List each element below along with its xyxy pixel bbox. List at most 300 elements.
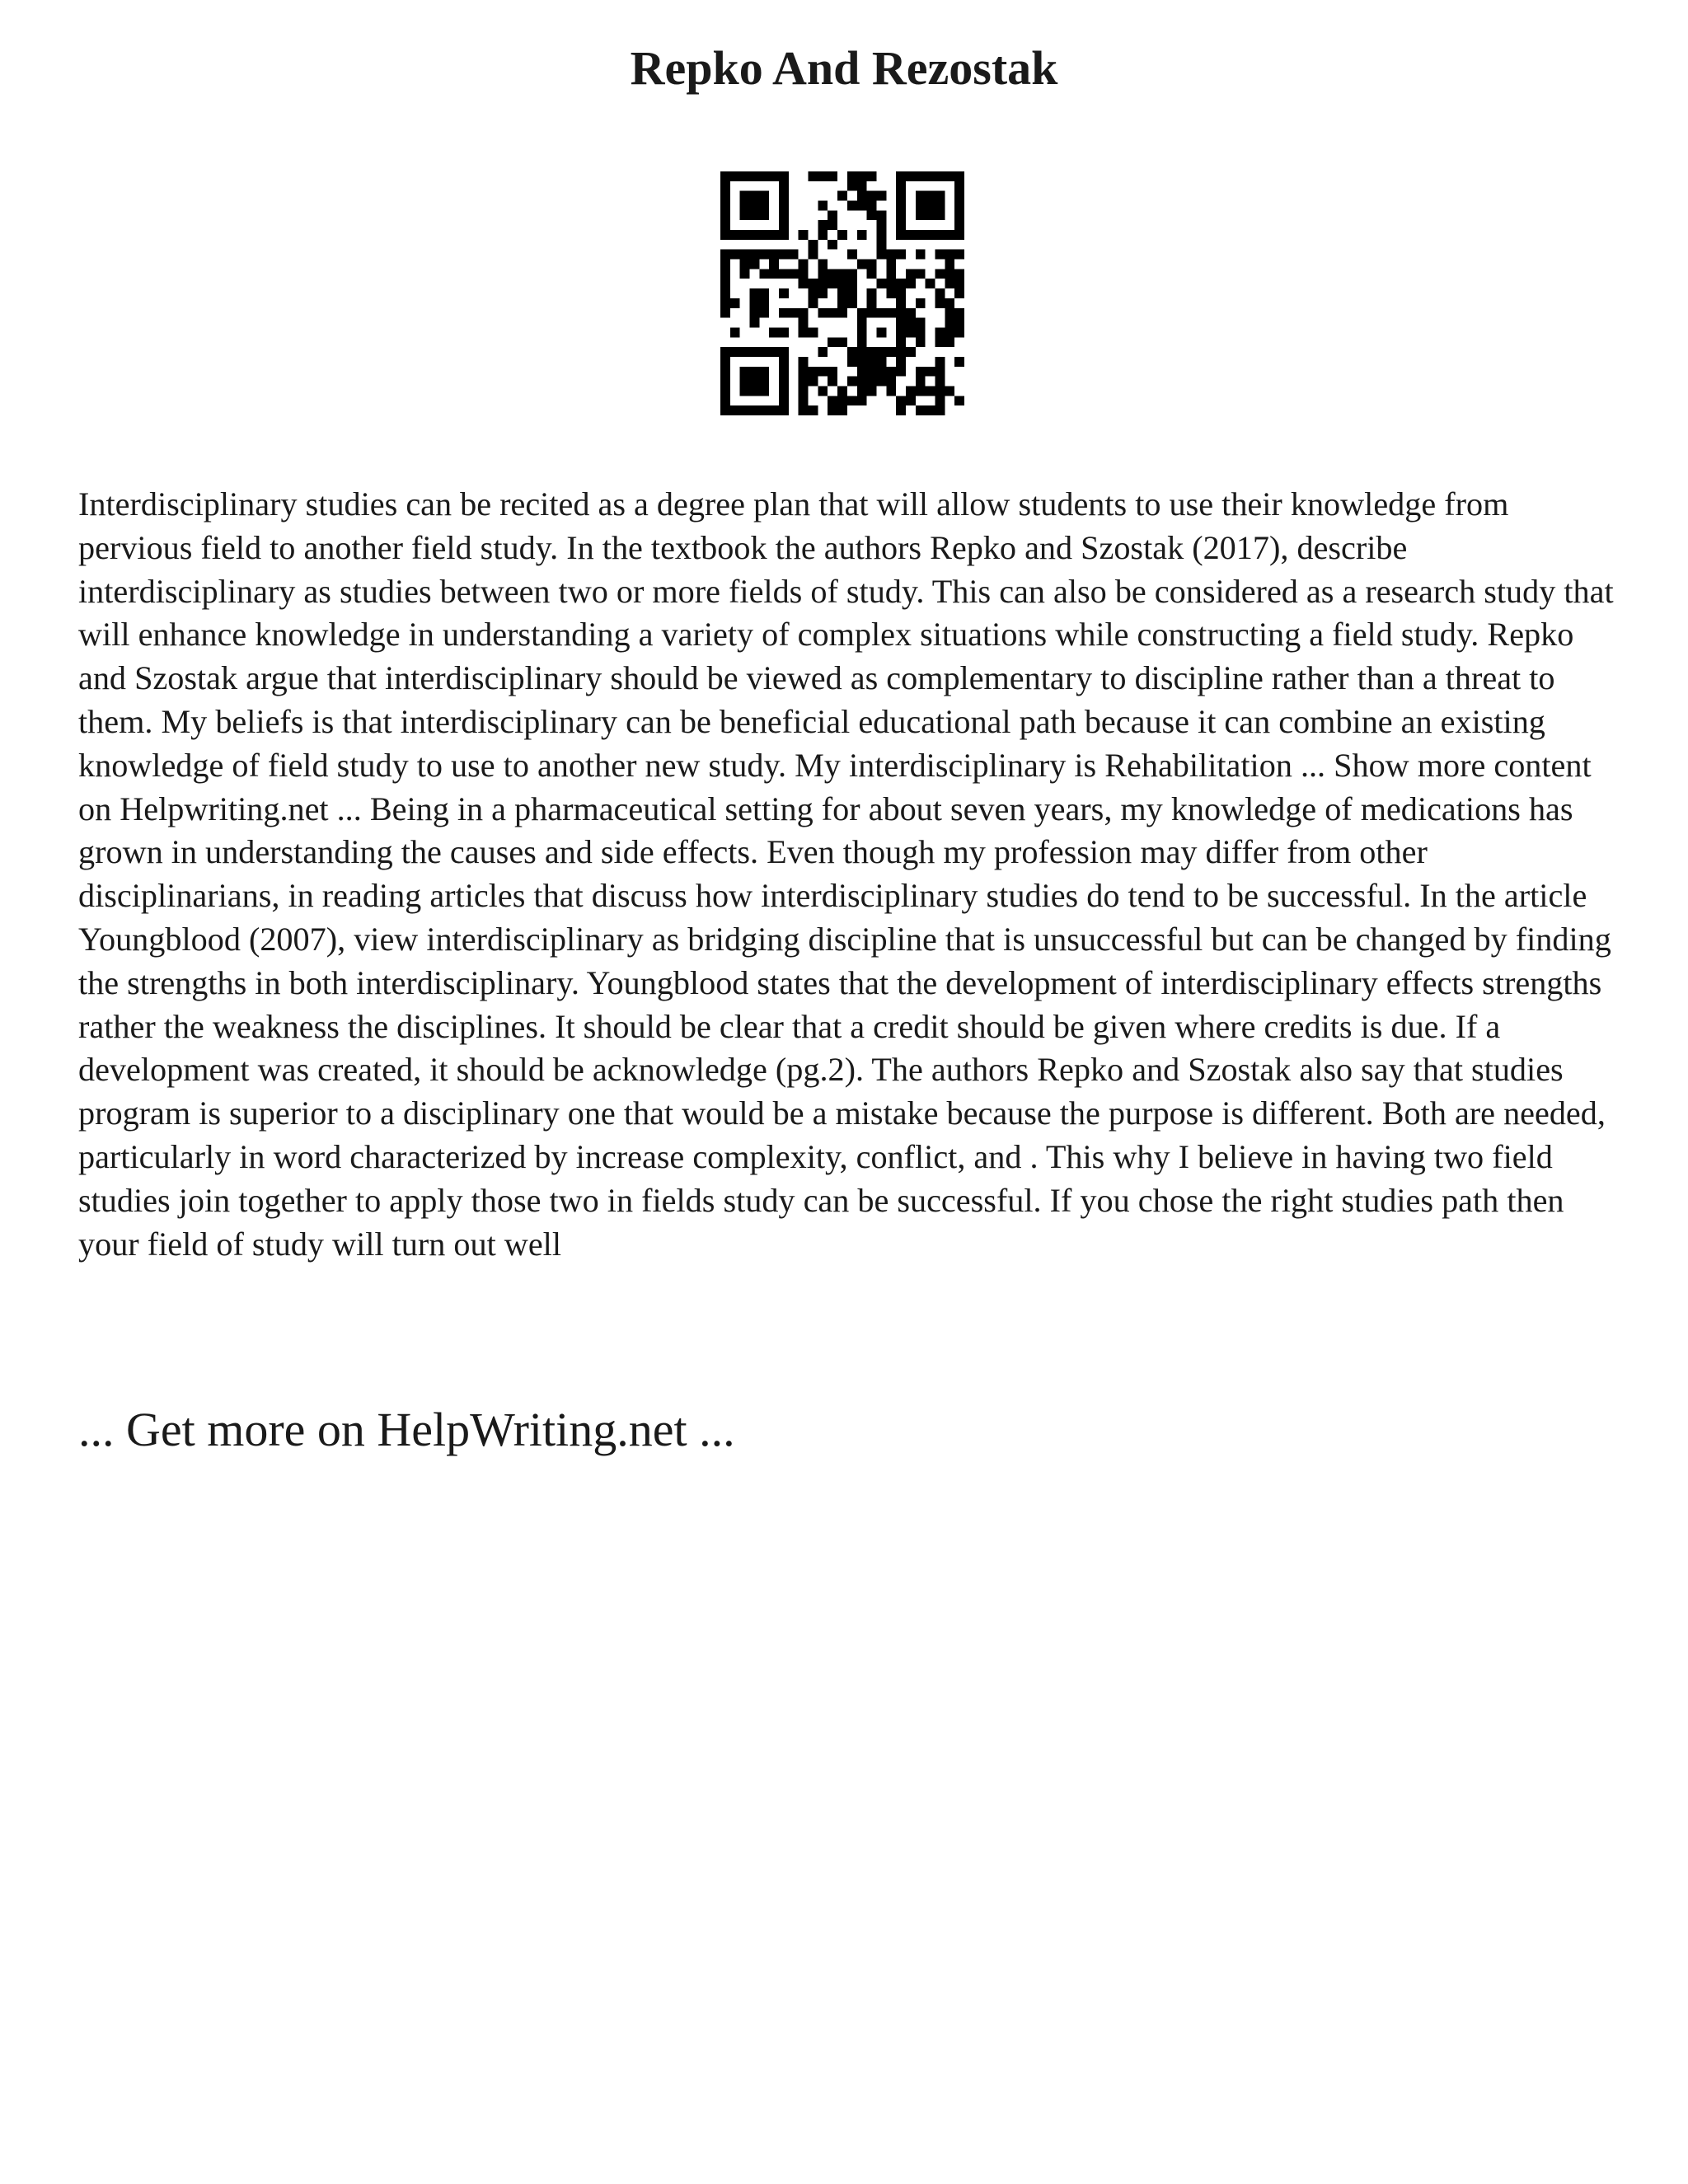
qr-module (896, 396, 906, 405)
qr-module (916, 210, 926, 220)
qr-module (857, 367, 867, 377)
qr-module (896, 220, 906, 230)
qr-module (799, 308, 809, 318)
qr-module (847, 347, 857, 357)
qr-module (828, 279, 837, 288)
qr-module (847, 201, 857, 211)
qr-module (954, 357, 964, 367)
qr-module (857, 396, 867, 405)
qr-module (720, 181, 730, 191)
qr-module (886, 269, 896, 279)
document-title: Repko And Rezostak (630, 41, 1058, 95)
qr-module (867, 260, 877, 269)
qr-module (759, 191, 769, 201)
qr-module (769, 327, 779, 337)
qr-module (740, 347, 750, 357)
qr-module (867, 298, 877, 308)
qr-module (789, 269, 799, 279)
qr-module (935, 298, 945, 308)
qr-module (876, 240, 886, 250)
qr-module (847, 250, 857, 260)
qr-module (759, 250, 769, 260)
qr-module (779, 181, 789, 191)
qr-module (837, 298, 847, 308)
qr-module (954, 318, 964, 328)
qr-module (779, 250, 789, 260)
qr-module (896, 327, 906, 337)
qr-module (945, 386, 954, 396)
qr-module (720, 357, 730, 367)
qr-module (809, 250, 818, 260)
qr-module (896, 308, 906, 318)
qr-module (916, 327, 926, 337)
qr-module (916, 269, 926, 279)
qr-module (896, 191, 906, 201)
qr-module (799, 377, 809, 387)
qr-module (759, 230, 769, 240)
qr-module (876, 367, 886, 377)
qr-module (926, 230, 935, 240)
qr-module (916, 405, 926, 415)
qr-module (886, 386, 896, 396)
qr-module (916, 298, 926, 308)
qr-module (818, 279, 828, 288)
qr-module (906, 396, 916, 405)
qr-module (847, 279, 857, 288)
qr-module (945, 327, 954, 337)
qr-module (935, 377, 945, 387)
qr-module (818, 288, 828, 298)
qr-module (867, 308, 877, 318)
qr-module (896, 210, 906, 220)
qr-module (886, 279, 896, 288)
qr-module (867, 386, 877, 396)
qr-module (954, 210, 964, 220)
qr-module (750, 298, 760, 308)
qr-module (759, 405, 769, 415)
qr-module (916, 337, 926, 347)
qr-module (896, 367, 906, 377)
qr-module (926, 210, 935, 220)
qr-module (896, 230, 906, 240)
qr-module (818, 201, 828, 211)
qr-module (828, 396, 837, 405)
qr-module (867, 171, 877, 181)
qr-module (876, 279, 886, 288)
qr-module (896, 279, 906, 288)
qr-module (926, 405, 935, 415)
qr-module (867, 288, 877, 298)
qr-module (876, 250, 886, 260)
qr-module (828, 377, 837, 387)
qr-module (876, 327, 886, 337)
qr-module (740, 367, 750, 377)
qr-module (730, 171, 740, 181)
qr-module (886, 367, 896, 377)
qr-module (857, 347, 867, 357)
qr-module (935, 337, 945, 347)
qr-module (876, 210, 886, 220)
qr-module (916, 386, 926, 396)
qr-module (945, 298, 954, 308)
qr-module (945, 318, 954, 328)
qr-module (769, 269, 779, 279)
qr-module (750, 171, 760, 181)
qr-module (847, 377, 857, 387)
qr-module (740, 250, 750, 260)
qr-module (935, 191, 945, 201)
qr-module (896, 171, 906, 181)
qr-module (759, 201, 769, 211)
qr-module (759, 171, 769, 181)
qr-module (789, 250, 799, 260)
qr-module (954, 220, 964, 230)
qr-module (809, 377, 818, 387)
qr-module (867, 210, 877, 220)
qr-module (926, 201, 935, 211)
qr-module (809, 405, 818, 415)
qr-module (935, 230, 945, 240)
qr-module (720, 288, 730, 298)
qr-module (945, 308, 954, 318)
qr-module (828, 269, 837, 279)
qr-module (837, 230, 847, 240)
qr-module (954, 327, 964, 337)
qr-module (799, 327, 809, 337)
qr-module (779, 347, 789, 357)
qr-module (818, 367, 828, 377)
qr-module (759, 308, 769, 318)
qr-module (886, 288, 896, 298)
qr-module (916, 318, 926, 328)
qr-module (750, 386, 760, 396)
qr-module (779, 220, 789, 230)
qr-module (847, 288, 857, 298)
qr-module (896, 347, 906, 357)
qr-module (750, 367, 760, 377)
qr-module (779, 367, 789, 377)
qr-module (906, 327, 916, 337)
qr-module (847, 269, 857, 279)
qr-module (954, 181, 964, 191)
qr-module (935, 250, 945, 260)
qr-module (896, 288, 906, 298)
qr-module (769, 405, 779, 415)
qr-module (837, 386, 847, 396)
qr-module (935, 386, 945, 396)
qr-module (818, 220, 828, 230)
qr-module (720, 298, 730, 308)
qr-module (954, 396, 964, 405)
qr-module (916, 191, 926, 201)
qr-module (740, 260, 750, 269)
qr-module (759, 269, 769, 279)
qr-module (935, 210, 945, 220)
qr-module (837, 405, 847, 415)
qr-module (906, 386, 916, 396)
qr-module (828, 171, 837, 181)
qr-module (867, 191, 877, 201)
qr-module (750, 405, 760, 415)
qr-module (857, 327, 867, 337)
qr-module (916, 201, 926, 211)
qr-module (750, 250, 760, 260)
qr-module (720, 250, 730, 260)
qr-module (867, 367, 877, 377)
qr-module (954, 230, 964, 240)
qr-module (720, 260, 730, 269)
qr-module (876, 347, 886, 357)
qr-module (847, 357, 857, 367)
qr-module (799, 318, 809, 328)
qr-module (945, 250, 954, 260)
qr-module (954, 279, 964, 288)
qr-module (926, 386, 935, 396)
qr-module (759, 377, 769, 387)
qr-module (857, 357, 867, 367)
qr-module (779, 386, 789, 396)
qr-module (876, 230, 886, 240)
qr-module (916, 250, 926, 260)
qr-module (720, 269, 730, 279)
qr-module (876, 377, 886, 387)
get-more-link[interactable]: ... Get more on HelpWriting.net ... (78, 1403, 735, 1456)
qr-module (896, 318, 906, 328)
qr-module (730, 230, 740, 240)
qr-module (759, 298, 769, 308)
qr-module (740, 377, 750, 387)
qr-module (837, 337, 847, 347)
qr-module (945, 171, 954, 181)
qr-module (720, 191, 730, 201)
qr-module (799, 269, 809, 279)
qr-module (876, 357, 886, 367)
qr-module (935, 269, 945, 279)
qr-module (799, 405, 809, 415)
qr-module (935, 288, 945, 298)
qr-module (818, 171, 828, 181)
qr-module (906, 279, 916, 288)
qr-module (906, 230, 916, 240)
qr-module (945, 230, 954, 240)
qr-module (809, 367, 818, 377)
qr-module (896, 298, 906, 308)
qr-module (759, 367, 769, 377)
qr-module (876, 191, 886, 201)
qr-module (916, 230, 926, 240)
qr-module (857, 230, 867, 240)
qr-module (720, 347, 730, 357)
qr-module (779, 308, 789, 318)
qr-module (857, 260, 867, 269)
qr-module (720, 377, 730, 387)
qr-module (906, 269, 916, 279)
qr-module (769, 250, 779, 260)
qr-module (867, 201, 877, 211)
qr-module (954, 250, 964, 260)
qr-module (828, 220, 837, 230)
qr-module (720, 171, 730, 181)
qr-module (906, 171, 916, 181)
qr-module (759, 210, 769, 220)
qr-module (926, 279, 935, 288)
qr-module (857, 318, 867, 328)
qr-module (886, 260, 896, 269)
qr-module (730, 327, 740, 337)
qr-module (750, 347, 760, 357)
qr-module (945, 269, 954, 279)
qr-code-graphic (720, 171, 964, 415)
qr-module (857, 308, 867, 318)
qr-module (779, 171, 789, 181)
qr-module (906, 318, 916, 328)
qr-module (789, 308, 799, 318)
qr-module (720, 201, 730, 211)
qr-module (935, 367, 945, 377)
qr-module (779, 288, 789, 298)
qr-module (809, 298, 818, 308)
qr-module (769, 347, 779, 357)
qr-module (818, 347, 828, 357)
qr-module (720, 210, 730, 220)
qr-module (779, 405, 789, 415)
qr-module (750, 260, 760, 269)
qr-module (799, 230, 809, 240)
qr-module (799, 357, 809, 367)
qr-module (779, 377, 789, 387)
qr-module (720, 308, 730, 318)
qr-module (954, 171, 964, 181)
qr-module (750, 201, 760, 211)
qr-module (750, 230, 760, 240)
qr-module (779, 230, 789, 240)
qr-module (886, 250, 896, 260)
qr-module (935, 327, 945, 337)
qr-module (935, 405, 945, 415)
qr-module (809, 288, 818, 298)
qr-module (740, 230, 750, 240)
qr-module (857, 181, 867, 191)
qr-module (750, 210, 760, 220)
qr-module (867, 347, 877, 357)
qr-module (896, 250, 906, 260)
qr-module (740, 269, 750, 279)
qr-module (740, 171, 750, 181)
qr-module (799, 279, 809, 288)
qr-module (828, 308, 837, 318)
qr-module (916, 377, 926, 387)
qr-module (828, 405, 837, 415)
qr-module (857, 191, 867, 201)
qr-module (740, 210, 750, 220)
qr-module (730, 347, 740, 357)
qr-module (896, 357, 906, 367)
qr-module (837, 396, 847, 405)
qr-module (740, 405, 750, 415)
qr-module (837, 288, 847, 298)
qr-module (720, 405, 730, 415)
qr-module (799, 396, 809, 405)
qr-module (818, 269, 828, 279)
qr-module (837, 269, 847, 279)
qr-module (876, 308, 886, 318)
qr-module (759, 288, 769, 298)
qr-module (926, 191, 935, 201)
qr-module (847, 396, 857, 405)
qr-module (857, 386, 867, 396)
qr-module (857, 171, 867, 181)
qr-module (867, 269, 877, 279)
qr-module (876, 220, 886, 230)
qr-module (847, 171, 857, 181)
qr-module (809, 171, 818, 181)
qr-code-icon[interactable] (720, 171, 964, 415)
qr-module (935, 357, 945, 367)
qr-module (809, 279, 818, 288)
qr-module (740, 191, 750, 201)
qr-module (769, 260, 779, 269)
qr-module (730, 405, 740, 415)
qr-module (799, 260, 809, 269)
qr-module (828, 240, 837, 250)
qr-module (720, 220, 730, 230)
qr-module (954, 308, 964, 318)
qr-module (954, 269, 964, 279)
qr-module (779, 396, 789, 405)
qr-module (750, 288, 760, 298)
qr-module (828, 210, 837, 220)
qr-module (886, 347, 896, 357)
qr-module (818, 260, 828, 269)
qr-module (935, 201, 945, 211)
qr-module (954, 201, 964, 211)
qr-module (916, 367, 926, 377)
qr-module (769, 230, 779, 240)
qr-module (837, 191, 847, 201)
document-body-text: Interdisciplinary studies can be recited as a degree plan that will allow students to use their knowledge from pervious field to another field study. In the textbook the authors Repko and Szostak (2017), describe interdisciplinary as studies between two or more fields of study. This can also be considered as a research study that will enhance knowledge in understanding a variety of complex situations while constructing a field study. Repko and Szostak argue that interdisciplinary should be viewed as complementary to discipline rather than a threat to them. My beliefs is that interdisciplinary can be beneficial educational path because it can combine an existing knowledge of field study to use to another new study. My interdisciplinary is Rehabilitation ... Show more content on Helpwriting.net ... Being in a pharmaceutical setting for about seven years, my knowledge of medications has grown in understanding the causes and side effects. Even though my profession may differ from other disciplinarians, in reading articles that discuss how interdisciplinary studies do tend to be successful. In the article Youngblood (2007), view interdisciplinary as bridging discipline that is unsuccessful but can be changed by finding the strengths in both interdisciplinary. Youngblood states that the development of interdisciplinary effects strengths rather the weakness the disciplines. It should be clear that a credit should be given where credits is due. If a development was created, it should be acknowledge (pg.2). The authors Repko and Szostak also say that studies program is superior to a disciplinary one that would be a mistake because the purpose is different. Both are needed, particularly in word characterized by increase complexity, conflict, and . This why I believe in having two field studies join together to apply those two in fields study can be successful. If you chose the right studies path then your field of study will turn out well (78, 485, 1614, 1263)
qr-module (799, 386, 809, 396)
qr-module (906, 347, 916, 357)
qr-module (916, 171, 926, 181)
qr-module (720, 396, 730, 405)
qr-module (857, 337, 867, 347)
qr-module (779, 269, 789, 279)
qr-module (740, 201, 750, 211)
qr-module (750, 318, 760, 328)
qr-module (769, 171, 779, 181)
qr-module (750, 191, 760, 201)
qr-module (779, 327, 789, 337)
qr-module (886, 308, 896, 318)
qr-module (720, 386, 730, 396)
qr-module (779, 191, 789, 201)
qr-module (779, 357, 789, 367)
qr-module (759, 386, 769, 396)
qr-module (740, 386, 750, 396)
qr-module (926, 171, 935, 181)
qr-module (759, 347, 769, 357)
qr-module (867, 357, 877, 367)
qr-module (730, 298, 740, 308)
qr-module (750, 377, 760, 387)
qr-module (809, 240, 818, 250)
qr-module (945, 337, 954, 347)
qr-module (818, 386, 828, 396)
qr-module (945, 260, 954, 269)
qr-module (896, 181, 906, 191)
qr-module (867, 377, 877, 387)
qr-module (935, 396, 945, 405)
